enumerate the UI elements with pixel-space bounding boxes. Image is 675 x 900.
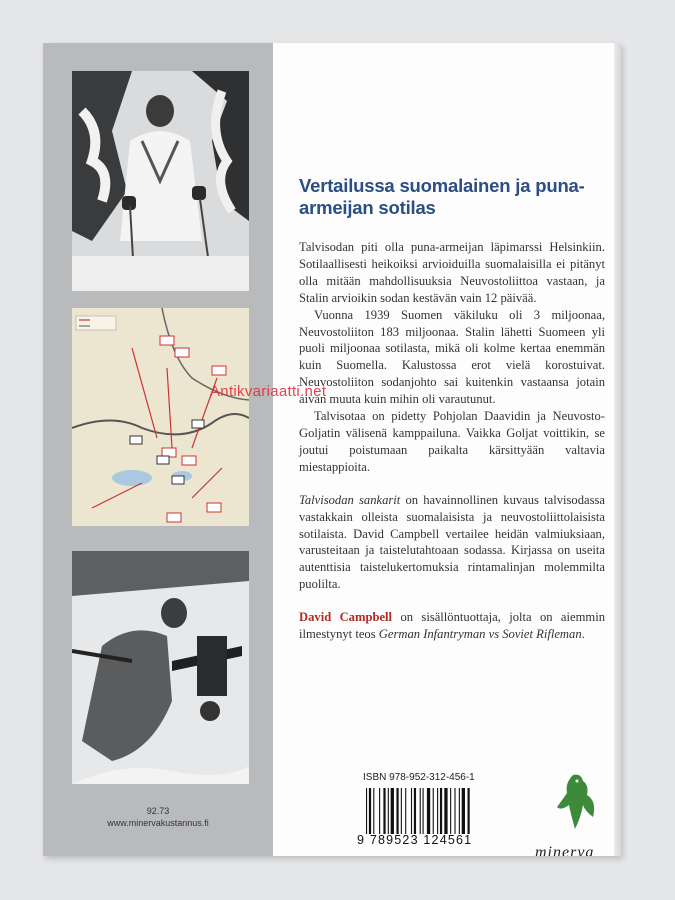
publisher-website: www.minervakustannus.fi — [107, 818, 209, 828]
battle-map — [72, 308, 249, 526]
author-bio-text: on sisällöntuottaja, jolta on aiemmin ilmestynyt teos — [299, 610, 605, 642]
blurb-description — [299, 492, 605, 593]
book-back-cover — [43, 43, 621, 856]
blurb-paragraph: Talvisotaa on pidetty Pohjolan Daavidin ja Neuvosto-Goljatin välisenä kamppailuna. Vaikka Goljat voittikin, se joutui poistumaan paikalta kärsittyään valtavia miestappioita. — [299, 409, 605, 474]
author-bio — [299, 609, 605, 643]
barcode — [364, 788, 508, 836]
book-title-mention: Talvisodan sankarit — [299, 492, 401, 507]
price-label: 92.73 — [146, 806, 170, 816]
blurb-paragraph: Vuonna 1939 Suomen väkiluku oli 3 miljoonaa, Neuvostoliiton 183 miljoonaa. Stalin lähetti Suomeen yli puoli miljoonaa sotilasta, mikä oli kolme kertaa enemmän kuin Suomella. Kalustossa erot vielä korostuivat. Neuvostoliiton sodanjohto sai kuitenkin vastaansa jotain aivan muuta kuin mihin oli varautunut. — [299, 307, 605, 407]
photo-strip — [43, 43, 273, 856]
machine-gun-soldiers-photo — [72, 551, 249, 784]
publisher-name: minerva — [535, 844, 595, 856]
previous-book-title: German Infantryman vs Soviet Rifleman — [378, 627, 582, 642]
winter-soldier-photo — [72, 71, 249, 291]
isbn-label: ISBN 978-952-312-456-1 — [363, 772, 475, 783]
spine-edge — [614, 43, 621, 856]
barcode-number: 9 789523 124561 — [357, 833, 473, 847]
back-cover-title: Vertailussa suomalainen ja puna-armeijan sotilas — [299, 175, 585, 218]
bird-logo-icon — [553, 771, 599, 831]
description-text: on havainnollinen kuvaus talvisodassa vastakkain olleista suomalaisista ja neuvostoliittolaisista sotilaista. David Campbell vertailee heidän valmiuksiaan, varusteitaan ja taistelutahtoaan sodassa. Kirjassa on useita autenttisia taistelukertomuksia rintamalinjan molemmilta puolilta. — [299, 492, 606, 592]
blurb-paragraph: Talvisodan piti olla puna-armeijan läpimarssi Helsinkiin. Sotilaallisesti heikoiksi arvioiduilla suomalaisilla ei pitänyt olla mitään mahdollisuuksia Neuvostoliittoa vastaan, ja Stalin arvioikin sodan kestävän vain 12 päivää. — [299, 240, 605, 305]
blurb — [299, 239, 605, 643]
author-name: David Campbell — [299, 610, 393, 625]
author-bio-end: . — [581, 627, 585, 642]
watermark: Antikvariaatti.net — [210, 383, 327, 400]
